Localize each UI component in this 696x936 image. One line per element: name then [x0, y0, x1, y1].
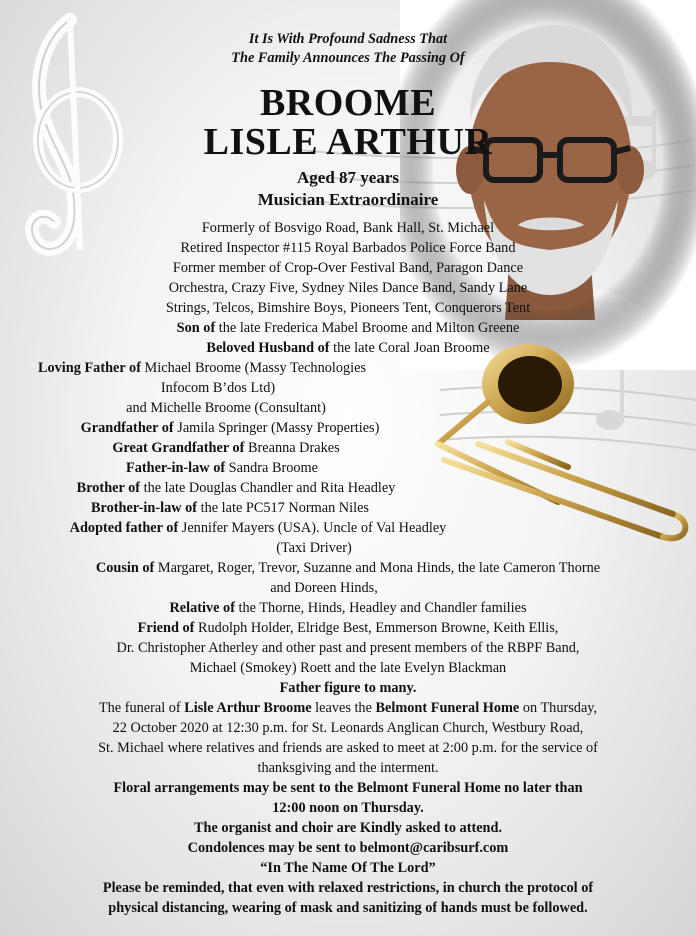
notice-line-1	[0, 880, 696, 897]
member-line-2: Orchestra, Crazy Five, Sydney Niles Dance Band, Sandy Lane	[168, 280, 528, 296]
notice-text-1: Please be reminded, that even with relaxed restrictions, in church the protocol of	[102, 880, 594, 896]
organist-line	[0, 820, 696, 837]
friend-cont-1: Dr. Christopher Atherley and other past and present members of the RBPF Band,	[116, 640, 580, 656]
closing-quote-text: “In The Name Of The Lord”	[260, 860, 436, 876]
grandfather-text: Jamila Springer (Massy Properties)	[173, 420, 380, 436]
husband-line	[0, 340, 696, 357]
retired-line: Retired Inspector #115 Royal Barbados Police Force Band	[180, 240, 516, 256]
funeral-home-name: Belmont Funeral Home	[375, 700, 520, 716]
father-label: Loving Father of	[37, 360, 141, 376]
funeral-l1-a: The funeral of	[98, 700, 185, 716]
great-grandfather-text: Breanna Drakes	[244, 440, 340, 456]
funeral-line-1	[0, 700, 696, 717]
adopted-father-line	[0, 520, 606, 537]
friend-line	[0, 620, 696, 637]
friend-label: Friend of	[137, 620, 195, 636]
father-text: Michael Broome (Massy Technologies	[140, 360, 367, 376]
brother-label: Brother of	[76, 480, 141, 496]
brother-in-law-text: the late PC517 Norman Niles	[197, 500, 369, 516]
funeral-deceased-name: Lisle Arthur Broome	[184, 700, 312, 716]
son-of-line	[0, 320, 696, 337]
cousin-label: Cousin of	[95, 560, 155, 576]
brother-text: the late Douglas Chandler and Rita Headley	[140, 480, 396, 496]
adopted-father-text: Jennifer Mayers (USA). Uncle of Val Headley	[178, 520, 447, 536]
husband-label: Beloved Husband of	[206, 340, 330, 356]
notice-line-2	[0, 900, 696, 917]
son-of-label: Son of	[176, 320, 216, 336]
relative-label: Relative of	[169, 600, 235, 616]
father-line	[0, 360, 550, 377]
relative-line	[0, 600, 696, 617]
brother-in-law-line	[0, 500, 578, 517]
father-in-law-label: Father-in-law of	[125, 460, 226, 476]
father-in-law-line	[0, 460, 570, 477]
floral-line-2	[0, 800, 696, 817]
age-line: Aged 87 years	[297, 168, 399, 187]
relative-text: the Thorne, Hinds, Headley and Chandler families	[234, 600, 527, 616]
grandfather-line	[0, 420, 578, 437]
deceased-given-names: LISLE ARTHUR	[203, 121, 493, 163]
condolences-line	[0, 840, 696, 857]
member-line-3: Strings, Telcos, Bimshire Boys, Pioneers Tent, Conquerors Tent	[165, 300, 531, 316]
father-in-law-text: Sandra Broome	[225, 460, 319, 476]
organist-text: The organist and choir are Kindly asked to attend.	[193, 820, 503, 836]
friend-cont-2: Michael (Smokey) Roett and the late Evelyn Blackman	[189, 660, 507, 676]
formerly-line: Formerly of Bosvigo Road, Bank Hall, St. Michael	[201, 220, 495, 236]
condolences-text: Condolences may be sent to belmont@caribsurf.com	[187, 840, 509, 856]
grandfather-label: Grandfather of	[80, 420, 174, 436]
funeral-l1-c: leaves the	[311, 700, 376, 716]
friend-text: Rudolph Holder, Elridge Best, Emmerson Browne, Keith Ellis,	[194, 620, 559, 636]
funeral-line-2: 22 October 2020 at 12:30 p.m. for St. Leonards Anglican Church, Westbury Road,	[112, 720, 584, 736]
cousin-cont: and Doreen Hinds,	[270, 580, 378, 596]
closing-quote	[0, 860, 696, 877]
cousin-line	[0, 560, 696, 577]
husband-text: the late Coral Joan Broome	[329, 340, 490, 356]
brother-line	[0, 480, 584, 497]
funeral-line-3: St. Michael where relatives and friends are asked to meet at 2:00 p.m. for the service of	[98, 740, 598, 756]
adopted-father-label: Adopted father of	[69, 520, 179, 536]
floral-line-1	[0, 780, 696, 797]
father-line-cont-1: Infocom B’dos Ltd)	[160, 380, 276, 396]
intro-line-1: It Is With Profound Sadness That	[248, 31, 448, 47]
intro-line-2: The Family Announces The Passing Of	[231, 50, 465, 66]
brother-in-law-label: Brother-in-law of	[91, 500, 198, 516]
father-figure-text: Father figure to many.	[279, 680, 417, 696]
member-line-1: Former member of Crop-Over Festival Band, Paragon Dance	[172, 260, 524, 276]
father-figure-line	[0, 680, 696, 697]
title-line: Musician Extraordinaire	[257, 190, 439, 209]
son-of-text: the late Frederica Mabel Broome and Milton Greene	[215, 320, 520, 336]
notice-text-2: physical distancing, wearing of mask and sanitizing of hands must be followed.	[108, 900, 588, 916]
great-grandfather-label: Great Grandfather of	[112, 440, 245, 456]
deceased-surname: BROOME	[259, 82, 437, 124]
floral-text-2: 12:00 noon on Thursday.	[272, 800, 424, 816]
funeral-line-4: thanksgiving and the interment.	[257, 760, 439, 776]
cousin-text: Margaret, Roger, Trevor, Suzanne and Mona Hinds, the late Cameron Thorne	[154, 560, 601, 576]
adopted-father-cont: (Taxi Driver)	[276, 540, 352, 556]
father-line-cont-2: and Michelle Broome (Consultant)	[126, 400, 326, 416]
great-grandfather-line	[0, 440, 574, 457]
floral-text-1: Floral arrangements may be sent to the Belmont Funeral Home no later than	[113, 780, 583, 796]
funeral-l1-e: on Thursday,	[519, 700, 598, 716]
